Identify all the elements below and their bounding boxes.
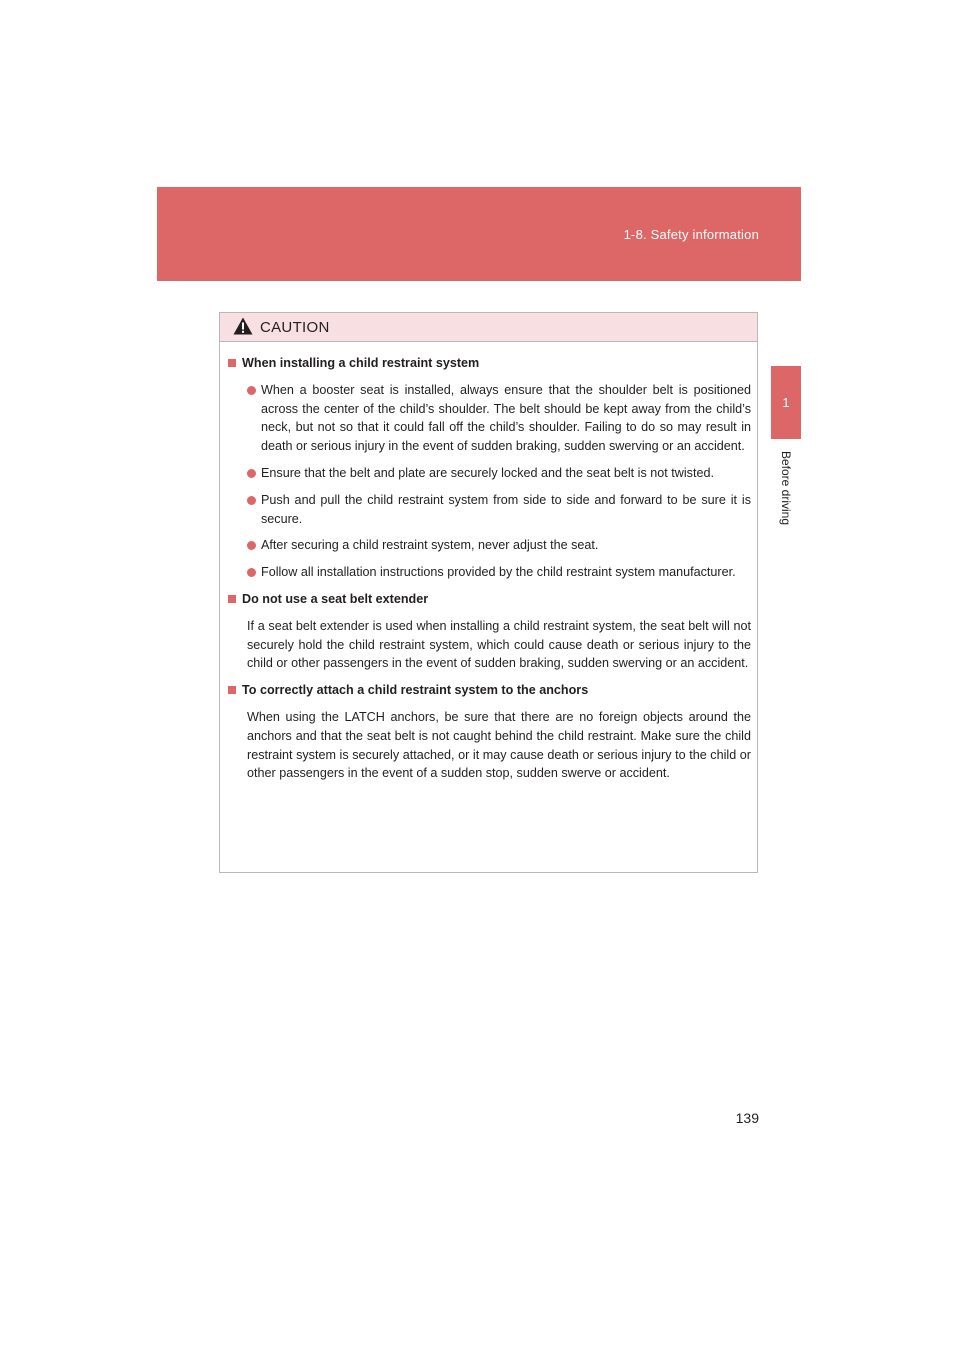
caution-header	[220, 313, 757, 342]
section-heading: Do not use a seat belt extender	[228, 590, 751, 609]
warning-icon	[233, 317, 253, 335]
dot-bullet-icon	[247, 386, 256, 395]
header-band	[157, 187, 801, 281]
square-bullet-icon	[228, 359, 236, 367]
dot-bullet-icon	[247, 541, 256, 550]
section-heading: When installing a child restraint system	[228, 354, 751, 373]
caution-box	[219, 312, 758, 873]
page-number: 139	[735, 1110, 759, 1126]
list-item: When a booster seat is installed, always ensure that the shoulder belt is positioned across the center of the child’s shoulder. The belt should be kept away from the child’s neck, but not so that it could fall off the child’s shoulder. Failing to do so may result in death or serious injury in the event of sudden braking, sudden swerving or an accident.	[228, 381, 751, 456]
dot-bullet-icon	[247, 469, 256, 478]
caution-title: CAUTION	[260, 319, 330, 336]
list-item: Ensure that the belt and plate are securely locked and the seat belt is not twisted.	[228, 464, 751, 483]
section-title: 1-8. Safety information	[623, 227, 759, 242]
list-item: Push and pull the child restraint system from side to side and forward to be sure it is secure.	[228, 491, 751, 529]
section-heading: To correctly attach a child restraint system to the anchors	[228, 681, 751, 700]
caution-body	[220, 342, 757, 783]
list-item: After securing a child restraint system, never adjust the seat.	[228, 536, 751, 555]
dot-bullet-icon	[247, 496, 256, 505]
list-item: Follow all installation instructions provided by the child restraint system manufacturer.	[228, 563, 751, 582]
square-bullet-icon	[228, 686, 236, 694]
chapter-label: Before driving	[779, 450, 793, 526]
chapter-number: 1	[782, 395, 790, 410]
section-paragraph: If a seat belt extender is used when installing a child restraint system, the seat belt will not securely hold the child restraint system, which could cause death or serious injury to the child or other passengers in the event of sudden braking, sudden swerving or an accident.	[247, 618, 751, 671]
section-paragraph: When using the LATCH anchors, be sure that there are no foreign objects around the anchors and that the seat belt is not caught behind the child restraint. Make sure the child restraint system is securely attached, or it may cause death or serious injury to the child or other passengers in the event of a sudden stop, sudden swerve or accident.	[247, 709, 751, 781]
chapter-tab	[771, 366, 801, 439]
dot-bullet-icon	[247, 568, 256, 577]
square-bullet-icon	[228, 595, 236, 603]
